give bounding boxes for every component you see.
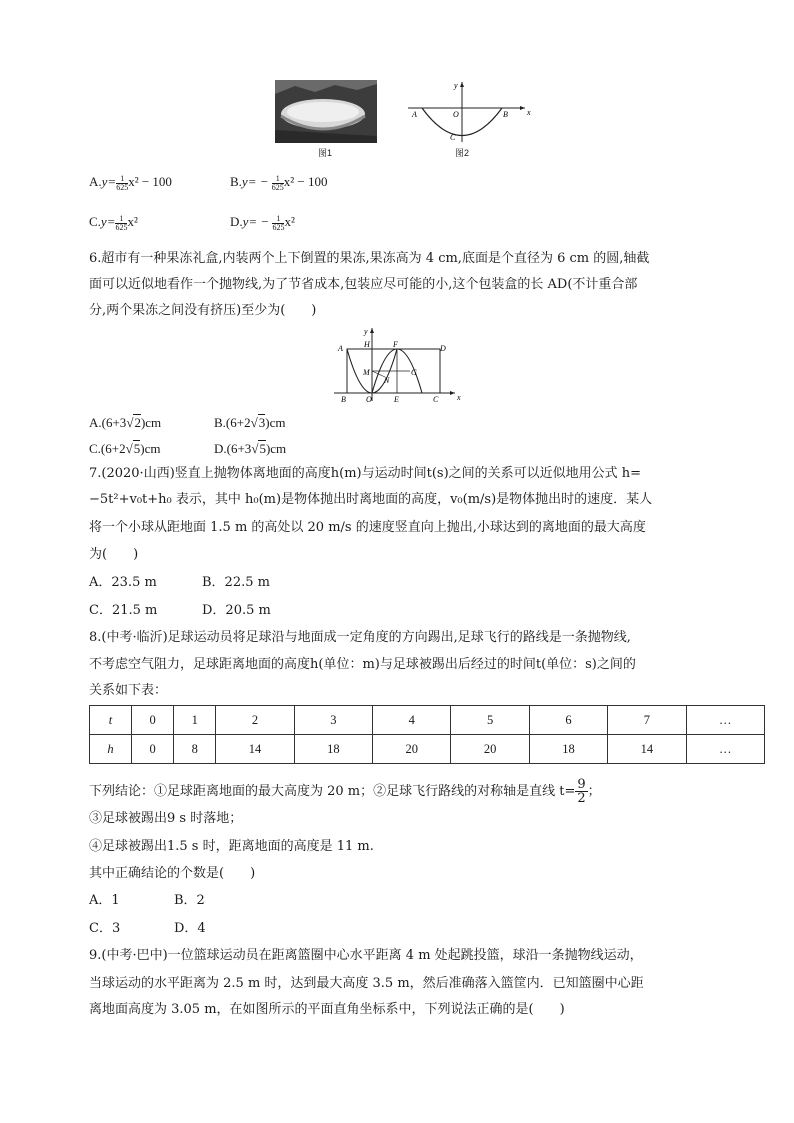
q5-option-d: D.y= − $\frac{1}{625}$ x² <box>230 213 295 232</box>
q8-data-table <box>89 705 765 764</box>
table-cell: 2 <box>216 706 294 735</box>
fig2-label-b: B <box>503 110 508 119</box>
q6-label-x: x <box>457 393 461 402</box>
table-cell: 8 <box>174 735 216 764</box>
q6-line-3: 分,两个果冻之间没有挤压)至少为( ) <box>89 303 317 318</box>
dish-illustration <box>275 80 377 143</box>
table-cell: 14 <box>608 735 686 764</box>
table-cell: 7 <box>608 706 686 735</box>
q6-label-h: H <box>364 340 370 349</box>
q7-option-d: D．20.5 m <box>202 603 271 618</box>
q8-option-c: C．3 <box>89 921 121 936</box>
q6-option-a: A.(6+3√2)cm <box>89 415 162 430</box>
table-row <box>90 706 765 735</box>
figure-2-caption: 图2 <box>455 148 470 158</box>
q6-label-c: C <box>433 395 439 404</box>
q6-label-e: E <box>394 395 399 404</box>
table-cell: t <box>90 706 132 735</box>
table-cell: 5 <box>451 706 529 735</box>
q6-option-b: B.(6+2√3)cm <box>214 415 286 430</box>
q6-label-b: B <box>341 395 346 404</box>
q7-line-3: 将一个小球从距地面 1.5 m 的高处以 20 m/s 的速度竖直向上抛出,小球达到的离地面的最大高度 <box>89 520 646 535</box>
q7-line-1: 7.(2020·山西)竖直上抛物体离地面的高度h(m)与运动时间t(s)之间的关系可以近似地用公式 h= <box>89 466 642 481</box>
q8-line-2: 不考虑空气阻力，足球距离地面的高度h(单位：m)与足球被踢出后经过的时间t(单位：s)之间的 <box>89 657 636 672</box>
table-cell: 1 <box>174 706 216 735</box>
table-cell: 14 <box>216 735 294 764</box>
q5-option-b: B.y= − $\frac{1}{625}$ x² − 100 <box>230 173 328 192</box>
q6-label-g: G <box>411 368 417 377</box>
q6-line-2: 面可以近似地看作一个抛物线,为了节省成本,包装应尽可能的小,这个包装盒的长 AD(不计重合部 <box>89 277 638 292</box>
q6-diagram <box>330 325 465 405</box>
q8-line-3: 关系如下表： <box>89 683 168 698</box>
q5-option-c: C.y= $\frac{1}{625}$ x² <box>89 213 138 232</box>
fig2-label-a: A <box>412 110 417 119</box>
q8-option-a: A．1 <box>89 893 120 908</box>
q9-line-3: 离地面高度为 3.05 m，在如图所示的平面直角坐标系中，下列说法正确的是( ) <box>89 1002 565 1017</box>
figure-1-photo <box>275 80 377 143</box>
table-cell: 0 <box>132 706 174 735</box>
fig2-label-c: C <box>450 133 456 142</box>
table-cell: 0 <box>132 735 174 764</box>
q7-option-c: C．21.5 m <box>89 603 158 618</box>
table-cell: 4 <box>373 706 451 735</box>
q6-label-d: D <box>440 344 446 353</box>
q8-option-b: B．2 <box>174 893 205 908</box>
fig2-label-x: x <box>527 108 531 117</box>
q7-option-b: B．22.5 m <box>202 575 270 590</box>
q8-conclusion-3: ③足球被踢出9 s 时落地； <box>89 811 243 826</box>
q8-question: 其中正确结论的个数是( ) <box>89 866 256 881</box>
q7-line-2: −5t²+v₀t+h₀ 表示，其中 h₀(m)是物体抛出时离地面的高度，v₀(m/s)是物体抛出时的速度．某人 <box>89 492 653 507</box>
q6-option-d: D.(6+3√5)cm <box>214 441 287 456</box>
q9-line-2: 当球运动的水平距离为 2.5 m 时，达到最大高度 3.5 m，然后准确落入篮筐内．已知篮圈中心距 <box>89 976 644 991</box>
table-cell: … <box>686 735 764 764</box>
q6-option-c: C.(6+2√5)cm <box>89 441 161 456</box>
table-cell: 6 <box>529 706 607 735</box>
table-cell: 18 <box>529 735 607 764</box>
q8-conclusion-1-2: 下列结论：①足球距离地面的最大高度为 20 m；②足球飞行路线的对称轴是直线 t= $\frac{9}{2}$ ； <box>89 777 601 806</box>
q8-line-1: 8.(中考·临沂)足球运动员将足球沿与地面成一定角度的方向踢出,足球飞行的路线是一条抛物线, <box>89 630 631 645</box>
q6-label-f: F <box>393 340 398 349</box>
fig2-label-o: O <box>453 110 459 119</box>
q6-label-m: M <box>363 368 370 377</box>
table-cell: … <box>686 706 764 735</box>
q8-conclusion-4: ④足球被踢出1.5 s 时，距离地面的高度是 11 m. <box>89 839 374 854</box>
q7-line-4: 为( ) <box>89 547 139 562</box>
figure-2-diagram <box>400 78 535 146</box>
q6-line-1: 6.超市有一种果冻礼盒,内装两个上下倒置的果冻,果冻高为 4 cm,底面是个直径为 6 cm 的圆,轴截 <box>89 251 650 266</box>
q8-option-d: D．4 <box>174 921 206 936</box>
q9-line-1: 9.(中考·巴中)一位篮球运动员在距离篮圈中心水平距离 4 m 处起跳投篮，球沿一条抛物线运动， <box>89 948 643 963</box>
table-cell: 20 <box>451 735 529 764</box>
q6-label-a: A <box>338 344 343 353</box>
table-cell: 18 <box>294 735 372 764</box>
q6-label-n: N <box>384 376 390 385</box>
table-cell: 20 <box>373 735 451 764</box>
q7-option-a: A．23.5 m <box>89 575 157 590</box>
table-cell: h <box>90 735 132 764</box>
fig2-label-y: y <box>454 81 458 90</box>
table-cell: 3 <box>294 706 372 735</box>
q6-label-y: y <box>364 327 368 336</box>
q6-label-o: O <box>366 395 372 404</box>
figure-1-caption: 图1 <box>318 148 333 158</box>
q5-option-a: A.y= $\frac{1}{625}$ x² − 100 <box>89 173 172 192</box>
table-row <box>90 735 765 764</box>
